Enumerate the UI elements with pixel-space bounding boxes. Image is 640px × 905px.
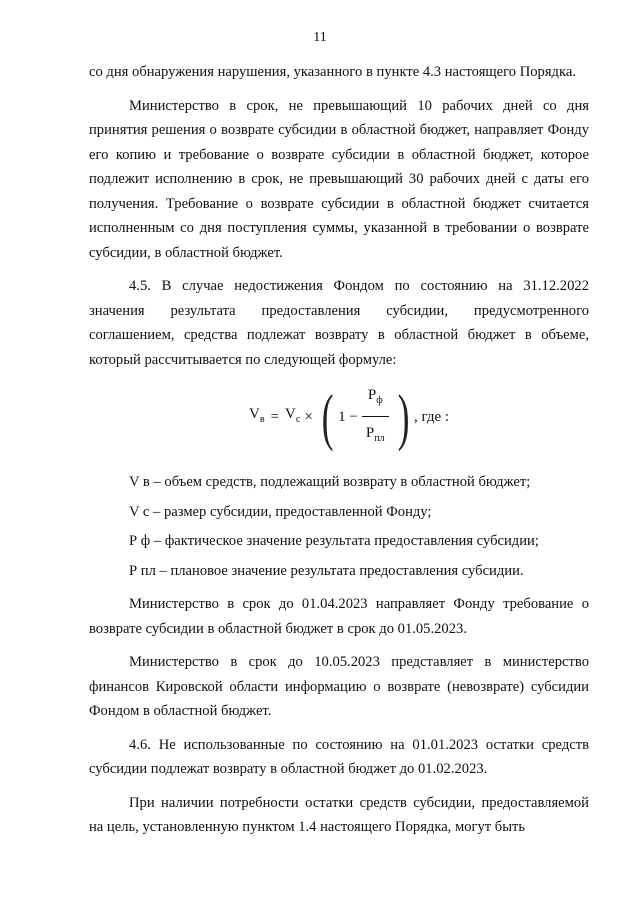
definitions-list: [89, 470, 589, 583]
paragraph: со дня обнаружения нарушения, указанного в пункте 4.3 настоящего Порядка.: [89, 64, 576, 80]
formula-numerator: $P_ф$: [362, 383, 389, 417]
page-number: 11: [313, 30, 327, 45]
formula-right-paren: ): [397, 381, 410, 452]
document-body: [89, 60, 589, 840]
formula-times: ×: [304, 408, 313, 425]
formula-one-minus: 1 −: [338, 408, 358, 425]
paragraph: При наличии потребности остатки средств субсидии, предоставляемой на цель, установленную пунктом 1.4 настоящего Порядка, могут быть: [89, 794, 589, 835]
formula-tail: , где :: [413, 408, 450, 425]
formula-equals: =: [270, 408, 280, 425]
paragraph: Министерство в срок, не превышающий 10 рабочих дней со дня принятия решения о возврате субсидии в областной бюджет, направляет Фонду его копию и требование о возврате субсидии в областной бюджет, которое подлежит исполнению в срок, не превышающий 30 рабочих дней с даты его получения. Требование о возврате субсидии в областной бюджет считается исполненным со дня поступления суммы, указанной в требовании о возврате субсидии, в областной бюджет.: [89, 97, 589, 261]
definition-item: Р пл – плановое значение результата предоставления субсидии.: [129, 562, 524, 579]
formula-left-paren: (: [321, 381, 334, 452]
paragraph: 4.5. В случае недостижения Фондом по состоянию на 31.12.2022 значения результата предоставления субсидии, предусмотренного соглашением, средства подлежат возврату в областной бюджет в объеме, который рассчитывается по следующей формуле:: [89, 278, 589, 368]
paragraph: Министерство в срок до 10.05.2023 представляет в министерство финансов Кировской области информацию о возврате (невозврате) субсидии Фондом в областной бюджет.: [89, 654, 589, 719]
formula-lhs: $V_в$: [249, 405, 265, 425]
paragraph: Министерство в срок до 01.04.2023 направляет Фонду требование о возврате субсидии в областной бюджет в срок до 01.05.2023.: [89, 596, 589, 637]
formula: [89, 378, 589, 456]
formula-denominator: $P_{пл}$: [365, 424, 385, 444]
formula-v: $V_с$: [285, 405, 301, 425]
formula-fraction: [362, 383, 389, 451]
definition-item: Р ф – фактическое значение результата предоставления субсидии;: [129, 533, 539, 549]
definition-item: V в – объем средств, подлежащий возврату в областной бюджет;: [129, 474, 531, 490]
definition-item: V с – размер субсидии, предоставленной Фонду;: [129, 503, 432, 520]
paragraph: 4.6. Не использованные по состоянию на 01.01.2023 остатки средств субсидии подлежат возврату в областной бюджет до 01.02.2023.: [89, 736, 589, 777]
